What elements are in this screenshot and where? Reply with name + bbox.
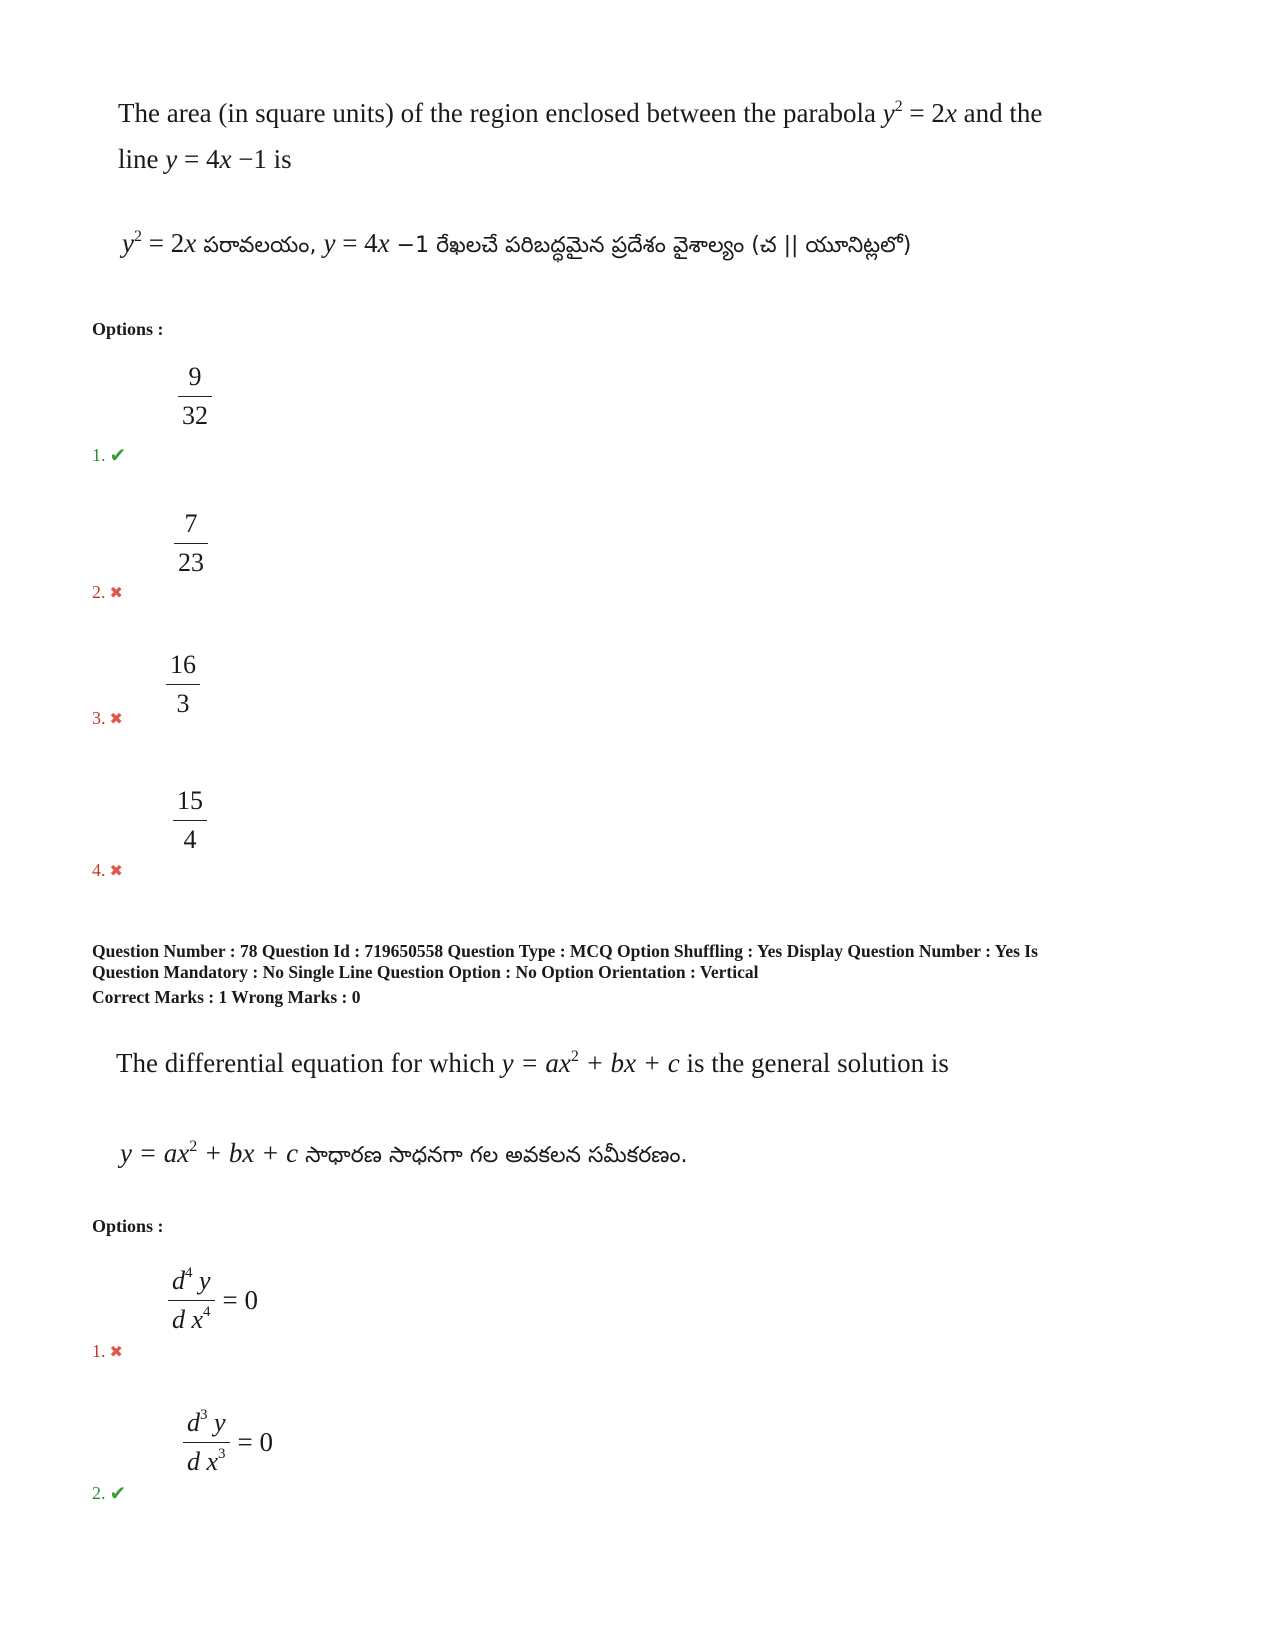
question-meta-line-2: Question Mandatory : No Single Line Question Option : No Option Orientation : Vertical: [92, 962, 759, 982]
question-marks: Correct Marks : 1 Wrong Marks : 0: [92, 987, 361, 1007]
question-2-telugu-text: $y = ax^2$ + bx + c సాధారణ సాధనగా గల అవకలన సమీకరణం.: [120, 1138, 688, 1168]
question-1-text-line-2: line y = 4x −1 is: [118, 144, 292, 174]
option-2-marker: 2. ✔: [92, 1481, 127, 1505]
options-label: Options :: [92, 1216, 164, 1236]
cross-icon: ✖: [109, 861, 123, 880]
option-4-marker: 4. ✖: [92, 860, 123, 880]
check-icon: ✔: [109, 443, 127, 467]
question-1-telugu-text: $y^2 = 2x$ పరావలయం, y = 4x −1 రేఖలచే పరిబద్ధమైన ప్రదేశం వైశాల్యం (చ || యూనిట్లలో): [122, 228, 912, 258]
cross-icon: ✖: [109, 709, 123, 728]
option-1-fraction: 9 32: [178, 364, 212, 429]
option-1-marker: 1. ✖: [92, 1341, 123, 1361]
option-2-equation: $\frac{d^3 y}{d x^3}$ = 0: [183, 1410, 273, 1475]
option-2-fraction: 7 23: [174, 511, 208, 576]
option-3-marker: 3. ✖: [92, 708, 123, 728]
question-1-text-line-1: The area (in square units) of the region enclosed between the parabola $y^2 = 2x$ and the: [118, 98, 1043, 128]
options-label: Options :: [92, 319, 164, 339]
cross-icon: ✖: [109, 583, 123, 602]
question-2-text: The differential equation for which $y = ax^2$ + bx + c is the general solution is: [116, 1048, 949, 1078]
option-4-fraction: 15 4: [173, 788, 207, 853]
option-3-fraction: 16 3: [166, 652, 200, 717]
check-icon: ✔: [109, 1481, 127, 1505]
option-1-equation: $\frac{d^4 y}{d x^4}$ = 0: [168, 1268, 258, 1333]
option-2-marker: 2. ✖: [92, 582, 123, 602]
question-meta-line-1: Question Number : 78 Question Id : 719650558 Question Type : MCQ Option Shuffling : Yes Display Question Number : Yes Is: [92, 941, 1038, 961]
option-1-marker: 1. ✔: [92, 443, 127, 467]
cross-icon: ✖: [109, 1342, 123, 1361]
question-meta: [92, 941, 1192, 1008]
